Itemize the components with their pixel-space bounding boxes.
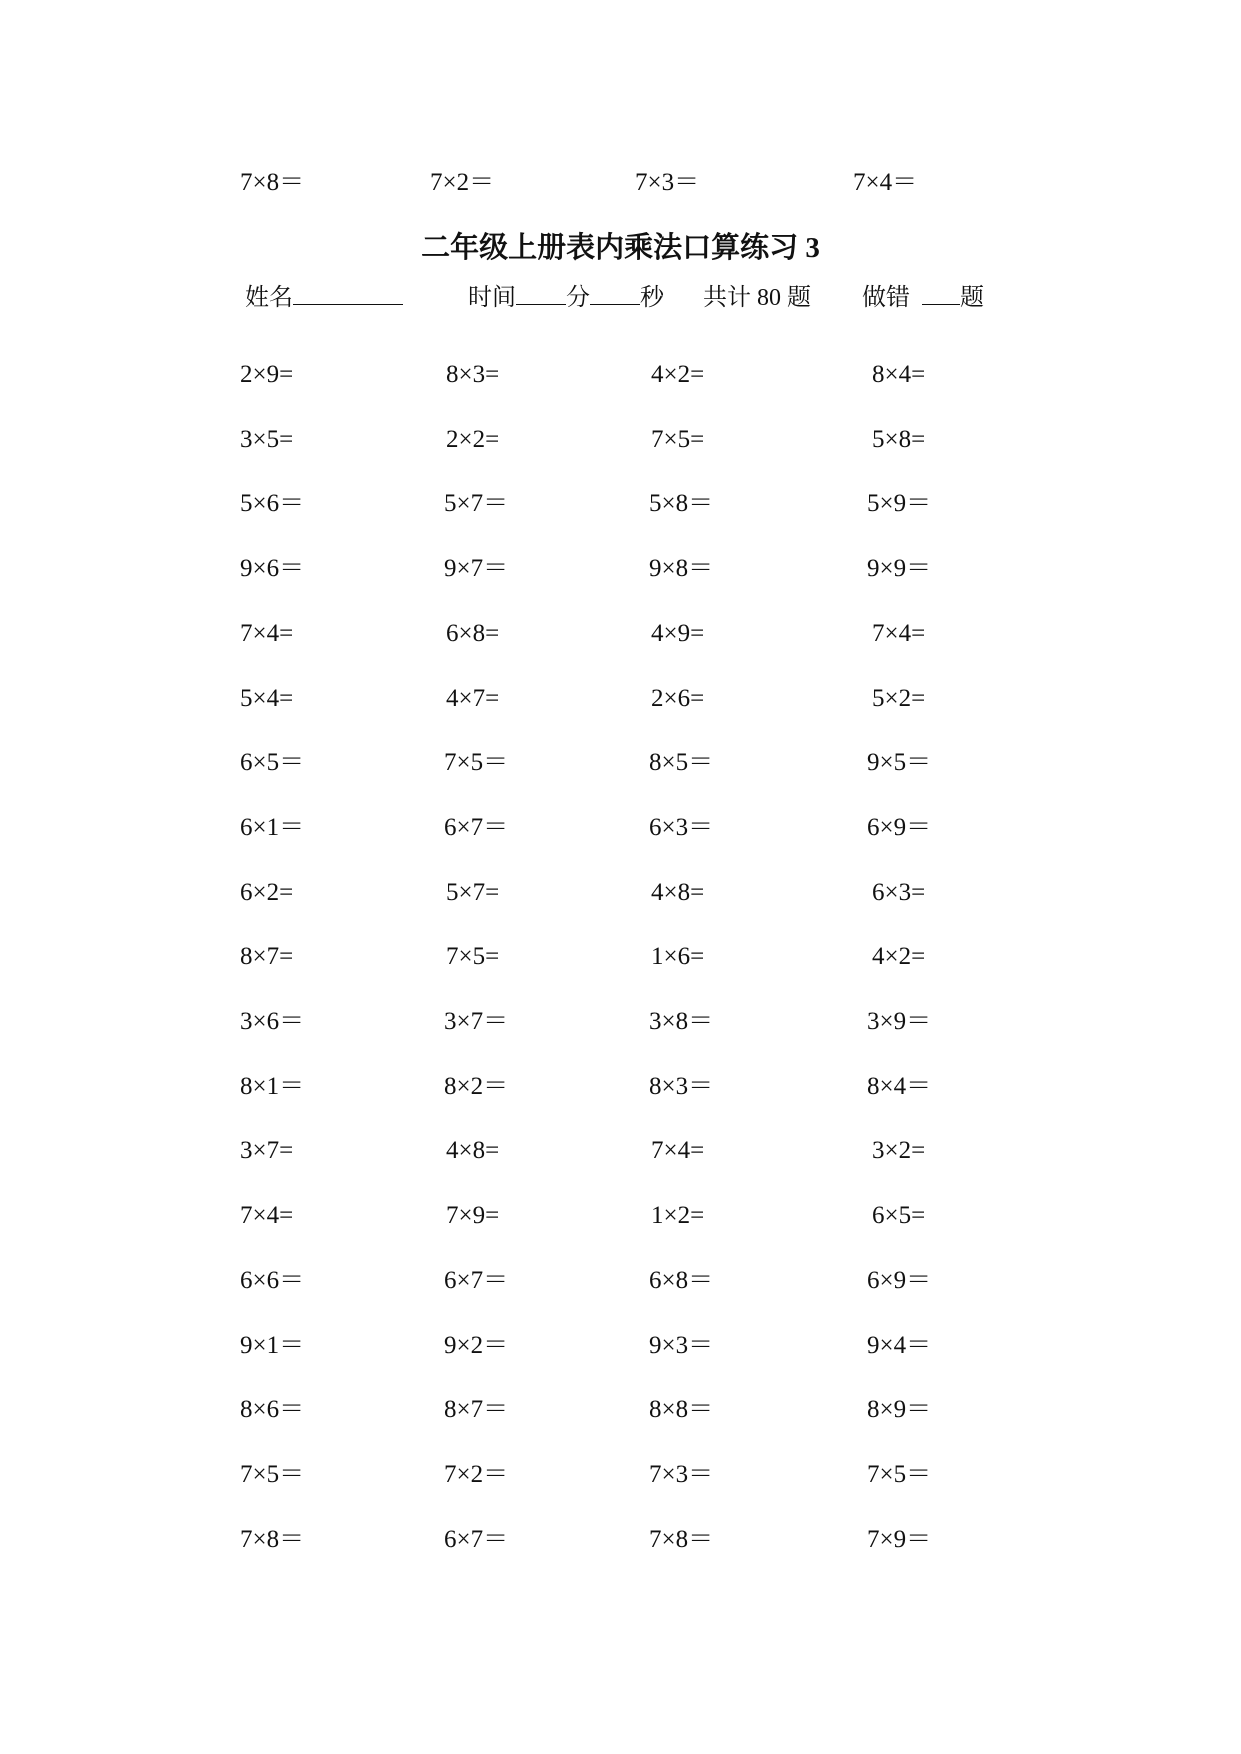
problem-row — [0, 679, 1241, 719]
problem-row — [0, 743, 1241, 783]
problem: 7×8＝ — [240, 169, 305, 196]
problem: 7×8＝ — [240, 1526, 305, 1553]
problem-row — [0, 937, 1241, 977]
problem: 5×8= — [872, 426, 926, 453]
problem: 7×9＝ — [867, 1526, 932, 1553]
problem: 7×3＝ — [635, 169, 700, 196]
problem: 6×1＝ — [240, 814, 305, 841]
problem: 4×8= — [651, 879, 705, 906]
problem: 7×5＝ — [444, 749, 509, 776]
problem: 9×5＝ — [867, 749, 932, 776]
problem: 7×5＝ — [867, 1461, 932, 1488]
wrong-blank[interactable] — [922, 278, 960, 305]
problem: 7×9= — [446, 1202, 500, 1229]
problem-row — [0, 873, 1241, 913]
wrong-label: 做错 — [862, 285, 910, 311]
problem: 7×4= — [651, 1137, 705, 1164]
problem-row — [0, 355, 1241, 395]
problem: 4×8= — [446, 1137, 500, 1164]
problem: 4×9= — [651, 620, 705, 647]
problem-row — [0, 1002, 1241, 1042]
problem: 7×2＝ — [430, 169, 495, 196]
problem: 9×6＝ — [240, 555, 305, 582]
problem: 4×2= — [872, 943, 926, 970]
problem: 5×9＝ — [867, 490, 932, 517]
problem: 6×7＝ — [444, 814, 509, 841]
name-label: 姓名 — [245, 285, 293, 311]
problem-row — [0, 808, 1241, 848]
problem-row — [0, 549, 1241, 589]
problem-row — [0, 420, 1241, 460]
problem: 6×3＝ — [649, 814, 714, 841]
time-label: 时间 — [468, 285, 516, 311]
problem: 8×5＝ — [649, 749, 714, 776]
problem: 3×2= — [872, 1137, 926, 1164]
problem: 7×4= — [240, 1202, 294, 1229]
problem: 9×7＝ — [444, 555, 509, 582]
problem-row — [0, 1196, 1241, 1236]
minute-label: 分 — [566, 285, 590, 311]
problem: 6×8= — [446, 620, 500, 647]
problem: 5×7= — [446, 879, 500, 906]
time-field — [468, 278, 664, 318]
minute-blank[interactable] — [516, 278, 566, 305]
problem: 6×5= — [872, 1202, 926, 1229]
problem: 7×3＝ — [649, 1461, 714, 1488]
problem: 9×9＝ — [867, 555, 932, 582]
problem: 9×8＝ — [649, 555, 714, 582]
problem: 6×7＝ — [444, 1526, 509, 1553]
problem: 9×1＝ — [240, 1332, 305, 1359]
problem: 6×5＝ — [240, 749, 305, 776]
problem: 8×3＝ — [649, 1073, 714, 1100]
wrong-field — [862, 278, 984, 318]
wrong-unit: 题 — [960, 285, 984, 311]
problem-row — [0, 1455, 1241, 1495]
problem: 6×2= — [240, 879, 294, 906]
problem: 4×7= — [446, 685, 500, 712]
problem: 8×3= — [446, 361, 500, 388]
problem: 7×5＝ — [240, 1461, 305, 1488]
problem: 7×4＝ — [853, 169, 918, 196]
problem: 5×2= — [872, 685, 926, 712]
second-blank[interactable] — [590, 278, 640, 305]
top-row — [0, 163, 1241, 203]
problem: 8×6＝ — [240, 1396, 305, 1423]
problem: 2×6= — [651, 685, 705, 712]
problem: 7×4= — [872, 620, 926, 647]
problem-row — [0, 1067, 1241, 1107]
name-blank[interactable] — [293, 278, 403, 305]
problem: 6×8＝ — [649, 1267, 714, 1294]
problem: 7×5= — [446, 943, 500, 970]
problem: 8×7= — [240, 943, 294, 970]
problem: 7×2＝ — [444, 1461, 509, 1488]
problem: 3×9＝ — [867, 1008, 932, 1035]
problem-row — [0, 1131, 1241, 1171]
problem: 6×9＝ — [867, 814, 932, 841]
problem: 3×8＝ — [649, 1008, 714, 1035]
problem: 8×8＝ — [649, 1396, 714, 1423]
problem: 4×2= — [651, 361, 705, 388]
page-title: 二年级上册表内乘法口算练习 3 — [421, 232, 820, 264]
problem: 5×7＝ — [444, 490, 509, 517]
problem-row — [0, 614, 1241, 654]
problem: 3×7＝ — [444, 1008, 509, 1035]
problem: 8×9＝ — [867, 1396, 932, 1423]
problem: 7×8＝ — [649, 1526, 714, 1553]
problem: 7×4= — [240, 620, 294, 647]
total-text: 共计 80 题 — [703, 285, 811, 311]
problem: 1×6= — [651, 943, 705, 970]
problem-row — [0, 1261, 1241, 1301]
second-label: 秒 — [640, 285, 664, 311]
problem: 5×4= — [240, 685, 294, 712]
problem: 9×3＝ — [649, 1332, 714, 1359]
problem: 8×4= — [872, 361, 926, 388]
problem: 3×7= — [240, 1137, 294, 1164]
problem: 8×4＝ — [867, 1073, 932, 1100]
problem: 7×5= — [651, 426, 705, 453]
problem: 2×9= — [240, 361, 294, 388]
problem-row — [0, 1390, 1241, 1430]
problem: 3×5= — [240, 426, 294, 453]
problem: 5×8＝ — [649, 490, 714, 517]
problem: 2×2= — [446, 426, 500, 453]
problem-row — [0, 1520, 1241, 1560]
name-field — [245, 278, 403, 318]
problem: 5×6＝ — [240, 490, 305, 517]
problem: 8×7＝ — [444, 1396, 509, 1423]
problem: 9×4＝ — [867, 1332, 932, 1359]
problem: 1×2= — [651, 1202, 705, 1229]
problem: 8×2＝ — [444, 1073, 509, 1100]
problem: 6×3= — [872, 879, 926, 906]
problem: 6×9＝ — [867, 1267, 932, 1294]
problem: 6×6＝ — [240, 1267, 305, 1294]
problem-row — [0, 484, 1241, 524]
problem: 9×2＝ — [444, 1332, 509, 1359]
info-line — [0, 278, 1241, 318]
problem: 8×1＝ — [240, 1073, 305, 1100]
problem: 3×6＝ — [240, 1008, 305, 1035]
problem-row — [0, 1326, 1241, 1366]
problem: 6×7＝ — [444, 1267, 509, 1294]
